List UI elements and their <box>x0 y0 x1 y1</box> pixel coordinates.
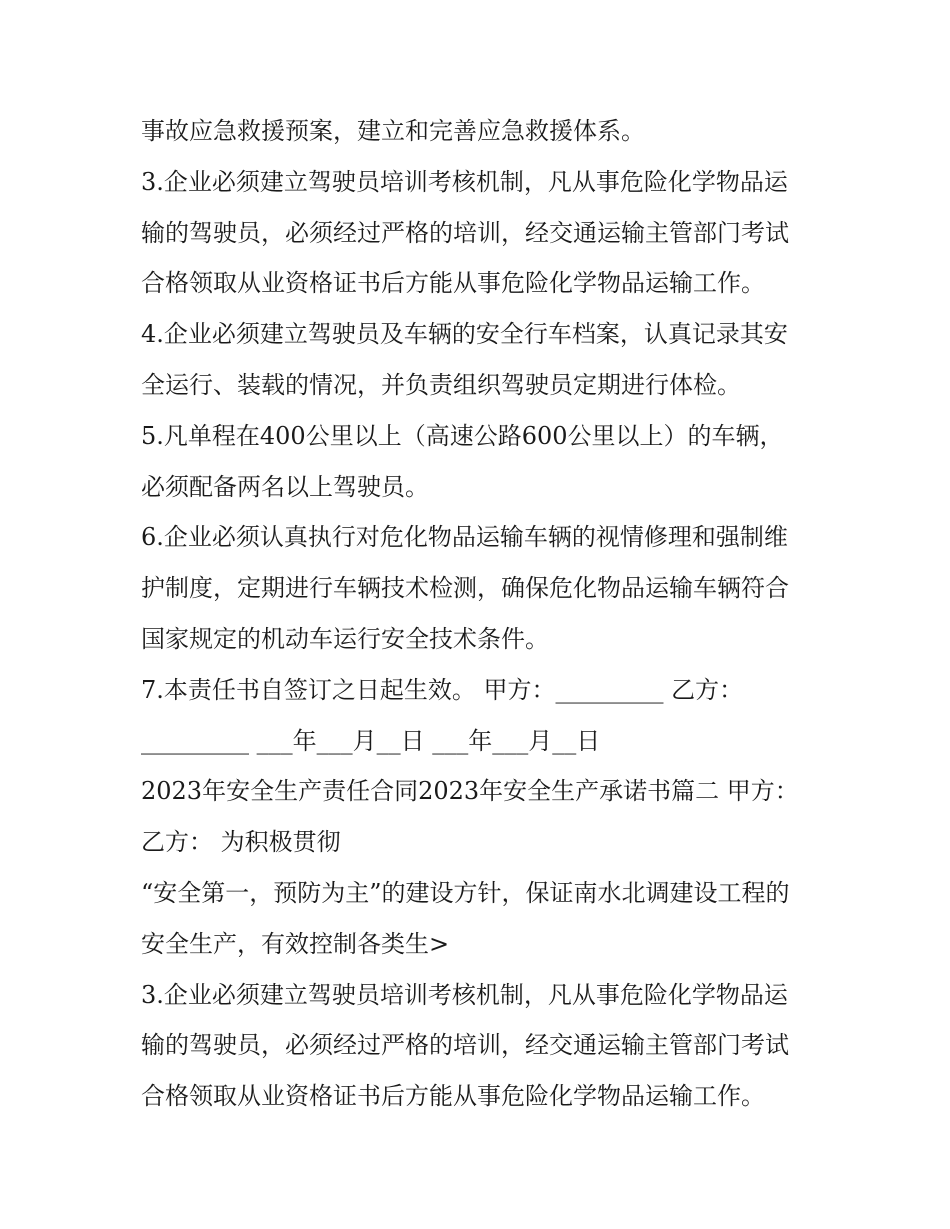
text-line-17: 安全生产，有效控制各类生> <box>141 929 450 958</box>
text-line-3: 输的驾驶员，必须经过严格的培训，经交通运输主管部门考试 <box>141 218 789 247</box>
text-line-11: 国家规定的机动车运行安全技术条件。 <box>141 624 549 653</box>
text-line-6: 全运行、装载的情况，并负责组织驾驶员定期进行体检。 <box>141 370 741 399</box>
text-line-9: 6.企业必须认真执行对危化物品运输车辆的视情修理和强制维 <box>141 523 788 552</box>
text-line-19: 输的驾驶员，必须经过严格的培训，经交通运输主管部门考试 <box>141 1031 789 1060</box>
text-line-20: 合格领取从业资格证书后方能从事危险化学物品运输工作。 <box>141 1082 765 1111</box>
text-line-16: “安全第一，预防为主”的建设方针，保证南水北调建设工程的 <box>141 878 790 907</box>
text-line-5: 4.企业必须建立驾驶员及车辆的安全行车档案，认真记录其安 <box>141 320 788 349</box>
text-line-14: 2023年安全生产责任合同2023年安全生产承诺书篇二 甲方： <box>141 777 799 806</box>
text-line-13: _________ ___年___月__日 ___年___月__日 <box>141 726 601 755</box>
document-body <box>141 106 821 1122</box>
text-line-1: 事故应急救援预案，建立和完善应急救援体系。 <box>141 117 645 145</box>
text-line-2: 3.企业必须建立驾驶员培训考核机制，凡从事危险化学物品运 <box>141 167 788 196</box>
text-line-8: 必须配备两名以上驾驶员。 <box>141 472 429 501</box>
text-line-4: 合格领取从业资格证书后方能从事危险化学物品运输工作。 <box>141 269 765 298</box>
text-line-18: 3.企业必须建立驾驶员培训考核机制，凡从事危险化学物品运 <box>141 980 788 1009</box>
text-line-15: 乙方： 为积极贯彻 <box>141 828 341 857</box>
text-line-10: 护制度，定期进行车辆技术检测，确保危化物品运输车辆符合 <box>141 574 789 603</box>
text-line-12: 7.本责任书自签订之日起生效。 甲方：_________ 乙方： <box>141 675 744 704</box>
text-line-7: 5.凡单程在400公里以上（高速公路600公里以上）的车辆， <box>141 421 784 450</box>
